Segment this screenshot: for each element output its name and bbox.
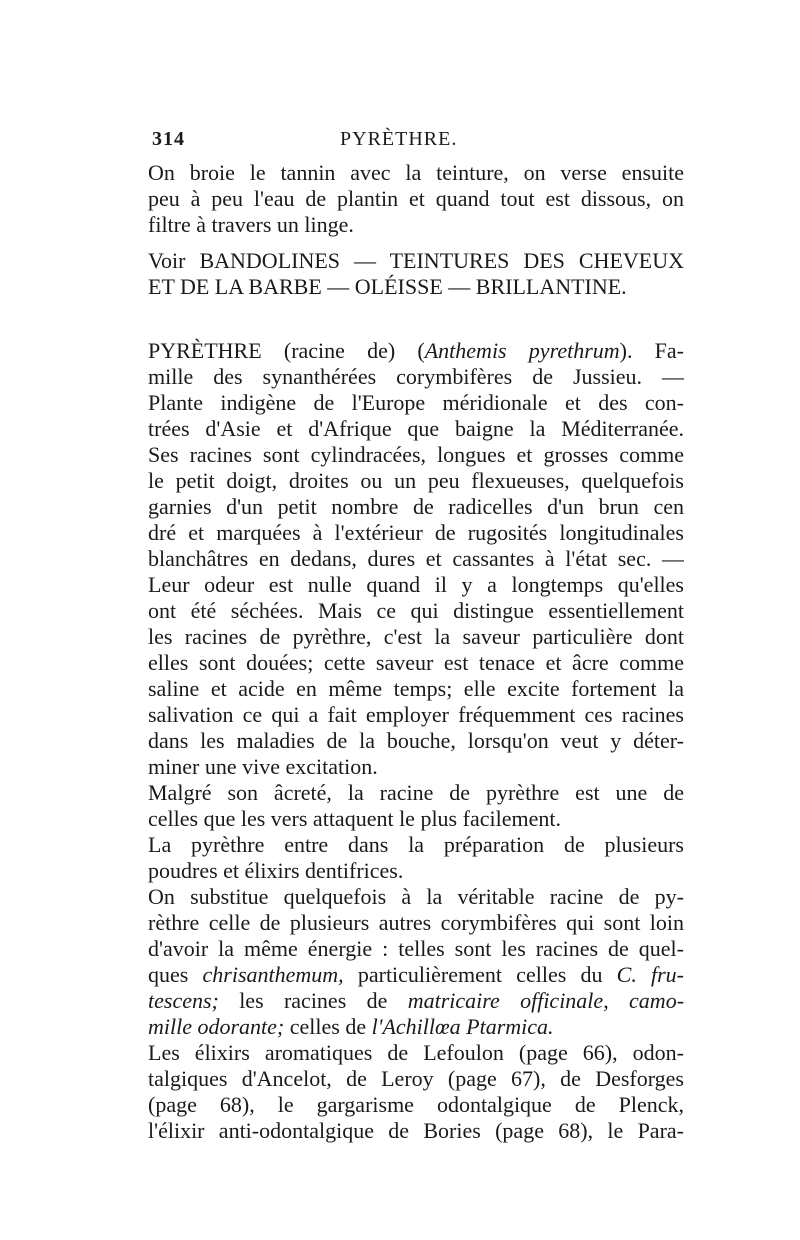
text-line: La pyrèthre entre dans la préparation de plusieurs (148, 832, 684, 857)
latin-name: chrisanthemum, (202, 962, 344, 987)
text-line: Les élixirs aromatiques de Lefoulon (page 66), odon- (148, 1040, 684, 1065)
latin-name: l'Achillœa Ptarmica. (371, 1014, 554, 1039)
spacer (148, 238, 684, 248)
text-line: celles que les vers attaquent le plus facilement. (148, 806, 561, 831)
text-line: On substitue quelquefois à la véritable racine de py- (148, 884, 684, 909)
running-head (152, 128, 682, 154)
paragraph-elixirs (148, 1040, 684, 1144)
text-line (148, 1014, 684, 1040)
text-line: Leur odeur est nulle quand il y a longtemps qu'elles (148, 572, 684, 597)
text-fragment: particulièrement celles du (343, 962, 617, 987)
entry-pyrethre (148, 338, 684, 780)
text-line: ET DE LA BARBE — OLÉISSE — BRILLANTINE. (148, 274, 627, 299)
text-line (148, 962, 684, 988)
text-line: talgiques d'Ancelot, de Leroy (page 67), de Desforges (148, 1066, 684, 1091)
text-line: ont été séchées. Mais ce qui distingue essentiellement (148, 598, 684, 623)
text-line: (page 68), le gargarisme odontalgique de Plenck, (148, 1092, 684, 1117)
text-line: peu à peu l'eau de plantin et quand tout est dissous, on (148, 186, 684, 211)
text-line: blanchâtres en dedans, dures et cassantes à l'état sec. — (148, 546, 684, 571)
text-line: poudres et élixirs dentifrices. (148, 858, 404, 883)
text-line: elles sont douées; cette saveur est tenace et âcre comme (148, 650, 684, 675)
paragraph-cross-reference (148, 248, 684, 300)
text-fragment: les racines de (218, 988, 408, 1013)
text-line: Malgré son âcreté, la racine de pyrèthre est une de (148, 780, 684, 805)
text-fragment: ). Fa- (619, 338, 684, 363)
paragraph-substitutes (148, 884, 684, 1040)
text-line: d'avoir la même énergie : telles sont les racines de quel- (148, 936, 684, 961)
text-line: dans les maladies de la bouche, lorsqu'on veut y déter- (148, 728, 684, 753)
plant-name: matricaire officinale (407, 988, 604, 1013)
plant-name: camo- (629, 988, 684, 1013)
text-fragment: ques (148, 962, 203, 987)
text-line (148, 988, 684, 1014)
body-text (148, 160, 684, 1144)
spacer (148, 300, 684, 338)
text-line: Voir BANDOLINES — TEINTURES DES CHEVEUX (148, 248, 684, 273)
text-line: Ses racines sont cylindracées, longues et grosses comme (148, 442, 684, 467)
text-line: trées d'Asie et d'Afrique que baigne la Méditerranée. (148, 416, 684, 441)
running-title: PYRÈTHRE. (340, 128, 458, 150)
paragraph-poudres (148, 832, 684, 884)
entry-heading-line (148, 338, 684, 364)
text-line: le petit doigt, droites ou un peu flexueuses, quelquefois (148, 468, 684, 493)
text-fragment: celles de (284, 1014, 372, 1039)
text-line: filtre à travers un linge. (148, 212, 354, 237)
text-line: On broie le tannin avec la teinture, on verse ensuite (148, 160, 684, 185)
text-line: Plante indigène de l'Europe méridionale et des con- (148, 390, 684, 415)
paragraph-tannin (148, 160, 684, 238)
latin-name: Anthemis pyrethrum (424, 338, 620, 363)
latin-name: tescens; (148, 988, 219, 1013)
text-fragment: , (603, 988, 630, 1013)
text-line: les racines de pyrèthre, c'est la saveur particulière dont (148, 624, 684, 649)
text-line: salivation ce qui a fait employer fréquemment ces racines (148, 702, 684, 727)
plant-name: mille odorante; (148, 1014, 285, 1039)
text-line: mille des synanthérées corymbifères de Jussieu. — (148, 364, 684, 389)
text-line: garnies d'un petit nombre de radicelles d'un brun cen (148, 494, 684, 519)
text-line: miner une vive excitation. (148, 754, 378, 779)
text-line: dré et marquées à l'extérieur de rugosités longitudinales (148, 520, 684, 545)
text-line: l'élixir anti-odontalgique de Bories (page 68), le Para- (148, 1118, 684, 1143)
paragraph-acrete (148, 780, 684, 832)
entry-headword: PYRÈTHRE (racine de) ( (148, 338, 425, 363)
text-line: saline et acide en même temps; elle excite fortement la (148, 676, 684, 701)
text-line: rèthre celle de plusieurs autres corymbifères qui sont loin (148, 910, 684, 935)
page-number: 314 (152, 128, 185, 150)
latin-name: C. fru- (616, 962, 684, 987)
